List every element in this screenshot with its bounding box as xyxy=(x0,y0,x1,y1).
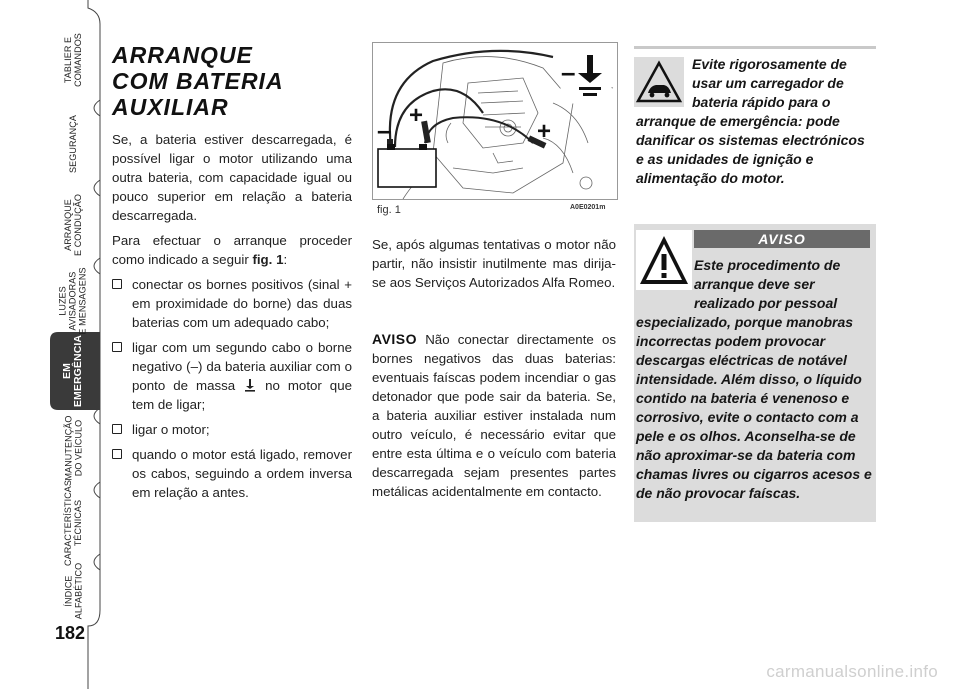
step-text: quando o motor está ligado, remover os cabos, seguindo a ordem inversa em relação a antes. xyxy=(132,447,352,500)
list-item xyxy=(112,275,352,332)
intro-paragraph: Se, a bateria estiver descarregada, é possível ligar o motor utilizando uma outra bateria, com capacidade igual ou pouco superior em relação a bateria descarregada. xyxy=(112,132,352,223)
figure-caption: fig. 1 xyxy=(377,204,401,216)
plus-sign: + xyxy=(409,102,424,129)
tab-label: ARRANQUE E CONDUÇÃO xyxy=(63,193,84,257)
charger-warning-box xyxy=(634,46,876,191)
checkbox-bullet-icon xyxy=(112,279,122,289)
tab-label: CARACTERÍSTICAS TÉCNICAS xyxy=(63,479,84,567)
checkbox-bullet-icon xyxy=(112,449,122,459)
procedure-steps xyxy=(112,275,352,502)
tab-label: LUZES AVISADORAS E MENSAGENS xyxy=(58,267,88,335)
warning-text-block xyxy=(634,49,876,192)
plus-sign-vehicle: + xyxy=(537,118,552,145)
page-number: 182 xyxy=(54,623,86,643)
tab-em-emergencia[interactable] xyxy=(48,334,98,408)
tab-seguranca[interactable] xyxy=(48,108,98,180)
second-column xyxy=(372,235,616,507)
engine-bay-illustration xyxy=(373,43,617,199)
step-text: ligar com um segundo cabo o borne negativo (–) da bateria auxiliar com o ponto de massa xyxy=(132,340,352,393)
main-column xyxy=(112,42,352,508)
tab-luzes-avisadoras[interactable] xyxy=(48,266,98,336)
step-text-suffix: no motor que tem de ligar; xyxy=(132,378,352,412)
list-item xyxy=(112,420,352,439)
warning-text: Este procedimento de arranque deve ser realizado por pessoal especializado, porque manobras incorrectas podem provocar descargas eléctricas de notável intensidade. Além disso, o líquido contido na bateria é venenoso e corrosivo, evite o contacto com a pele e os olhos. Aconselha-se de não aproximar-se da bateria com chamas livres ou cigarros acesos e de não provocar faíscas. xyxy=(636,257,872,501)
aviso-text: Não conectar directamente os bornes negativos das duas baterias: eventuais faíscas podem incendiar o gas detonador que pode sair da bateria. Se, a bateria auxiliar estiver instalada num outro veículo, é necessário evitar que entre esta última e o veículo com bateria descarregada sejam presentes partes metálicas acidentalmente em contacto. xyxy=(372,332,616,499)
aviso-header: AVISO xyxy=(694,230,870,248)
tab-tablier-comandos[interactable] xyxy=(48,20,98,100)
step-text: ligar o motor; xyxy=(132,422,210,437)
checkbox-bullet-icon xyxy=(112,342,122,352)
tab-label: TABLIER E COMANDOS xyxy=(63,33,83,87)
procedure-colon: : xyxy=(283,252,288,267)
chapter-tab-nav xyxy=(0,0,102,689)
list-item xyxy=(112,338,352,414)
tab-label: SEGURANÇA xyxy=(68,115,79,173)
ground-symbol-icon xyxy=(245,379,255,392)
tab-label: EM EMERGÊNCIA xyxy=(61,334,84,408)
ground-minus-sign: – xyxy=(561,57,576,87)
aviso-lead: AVISO xyxy=(372,331,418,347)
minus-sign: – xyxy=(377,115,392,145)
tab-manutencao-veiculo[interactable] xyxy=(48,412,98,484)
section-title: ARRANQUE COM BATERIA AUXILIAR xyxy=(112,42,284,120)
battery-jumpstart-figure xyxy=(372,42,618,200)
tab-caracteristicas-tecnicas[interactable] xyxy=(48,479,98,567)
safety-warning-box xyxy=(634,224,876,522)
warning-text-block xyxy=(634,250,876,507)
procedure-intro-text: Para efectuar o arranque proceder como indicado a seguir xyxy=(112,233,352,267)
list-item xyxy=(112,445,352,502)
after-attempts-paragraph: Se, após algumas tentativas o motor não partir, não insistir inutilmente mas dirija-se aos Serviços Autorizados Alfa Romeo. xyxy=(372,237,616,290)
aviso-paragraph xyxy=(372,330,616,501)
tab-label: MANUTENÇÃO DO VEÍCULO xyxy=(63,415,84,481)
watermark: carmanualsonline.info xyxy=(766,662,938,681)
figure-code: A0E0201m xyxy=(570,204,606,211)
warning-text: Evite rigorosamente de usar um carregador de bateria rápido para o arranque de emergência: pode danificar os sistemas electrónicos e as unidades de ignição e alimentação do motor. xyxy=(636,56,865,186)
tab-indice-alfabetico[interactable] xyxy=(48,560,98,622)
tab-arranque-conducao[interactable] xyxy=(48,190,98,260)
checkbox-bullet-icon xyxy=(112,424,122,434)
tab-label: ÍNDICE ALFABÉTICO xyxy=(63,562,83,620)
step-text: conectar os bornes positivos (sinal + em proximidade do borne) das duas baterias com um adequado cabo; xyxy=(132,277,352,330)
figure-reference[interactable]: fig. 1 xyxy=(252,252,284,267)
procedure-intro xyxy=(112,231,352,269)
